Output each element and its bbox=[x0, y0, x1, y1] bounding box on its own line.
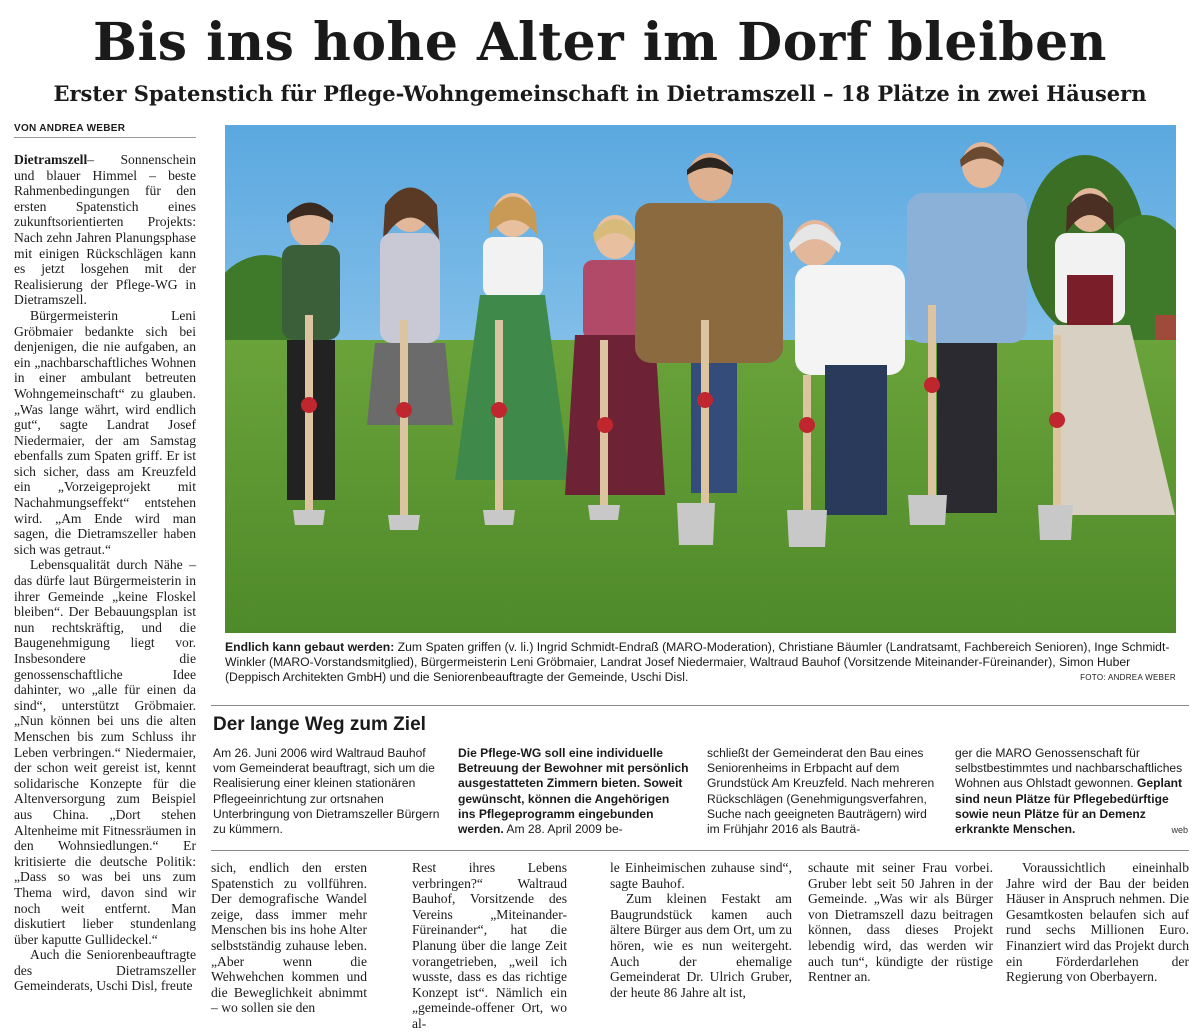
paragraph: le Einheimischen zuhause sind“, sagte Bauhof. bbox=[610, 860, 792, 891]
info-box-title: Der lange Weg zum Ziel bbox=[213, 714, 426, 735]
paragraph: Lebensqualität durch Nähe – das dürfe laut Bürgermeisterin in ihrer Gemeinde „keine Floskel bleiben“. Der Bebauungsplan ist nun rechtskräftig, und die Baugenehmigung liegt vor. Insbesondere die genossenschaftliche Idee dahinter, wo „alle für einen da sind“, unterstützt Gröbmaier. „Nun können bei uns die alten Menschen bis zum Schluss ihr Leben verbringen.“ Niedermaier, der schon weit gereist ist, kennt solidarische Konzepte für die Altenversorgung zum Beispiel aus China. „Dort stehen Altenheime mit Fitnessräumen in den Wohnsiedlungen.“ Er kritisierte die deutsche Politik: „Dass so was bei uns zum Thema wird, davon sind wir noch weit entfernt. Man diskutiert lieber stundenlang über kaputte Gullideckel.“ bbox=[14, 557, 196, 947]
article-column-1 bbox=[14, 152, 196, 994]
photo-illustration bbox=[225, 125, 1176, 633]
box-text-rest: Am 28. April 2009 be- bbox=[503, 822, 623, 837]
box-bold-text: Die Pflege-WG soll eine individuelle Betreuung der Bewohner mit persönlich ausgestatteten Zimmern bieten. Soweit gewünscht, können die Angehörigen ins Pflegeprogramm eingebunden werden. bbox=[458, 746, 689, 837]
photo-credit: FOTO: ANDREA WEBER bbox=[1080, 673, 1176, 682]
paragraph: Zum kleinen Festakt am Baugrundstück kamen auch ältere Bürger aus dem Ort, um zu hören, wie es nun weitergeht. Auch der ehemalige Gemeinderat Dr. Ulrich Gruber, der heute 86 Jahre alt ist, bbox=[610, 891, 792, 1000]
box-tag: web bbox=[1171, 825, 1188, 835]
box-text bbox=[955, 746, 1187, 837]
box-text: schließt der Gemeinderat den Bau eines Seniorenheims in Erbpacht auf dem Grundstück Am Kreuzfeld. Nach mehreren Rückschlägen (Genehmigungsverfahren, Suche nach geeigneten Bauträgern) wird im Frühjahr 2016 als Bauträ- bbox=[707, 746, 935, 837]
dateline: Dietramszell bbox=[14, 152, 88, 167]
paragraph bbox=[14, 152, 196, 308]
paragraph: Voraussichtlich eineinhalb Jahre wird der Bau der beiden Häuser in Anspruch nehmen. Die Gesamtkosten belaufen sich auf rund sechs Millionen Euro. Finanziert wird das Projekt durch ein Förderdarlehen der Regierung von Oberbayern. bbox=[1006, 860, 1189, 985]
info-box-column-1 bbox=[213, 746, 441, 837]
paragraph: Rest ihres Lebens verbringen?“ Waltraud Bauhof, Vorsitzende des Vereins „Miteinander-Füreinander“, hat die Planung über die lange Zeit vorangetrieben, „weil ich wusste, dass es das richtige Konzept ist“. Nämlich ein „gemeinde-offener Ort, wo al- bbox=[412, 860, 567, 1031]
article-column-5 bbox=[808, 860, 993, 985]
headline: Bis ins hohe Alter im Dorf bleiben bbox=[93, 12, 1107, 73]
paragraph: Auch die Seniorenbeauftragte des Dietramszeller Gemeinderats, Uschi Disl, freute bbox=[14, 947, 196, 994]
paragraph: sich, endlich den ersten Spatenstich zu vollführen. Der demografische Wandel zeige, dass immer mehr Menschen bis ins hohe Alter selbstständig zuhause leben. „Aber wenn die Wehwehchen kommen und die Beweglichkeit abnimmt – wo sollen sie den bbox=[211, 860, 367, 1016]
info-box-column-2 bbox=[458, 746, 690, 837]
box-bold-text: Geplant sind neun Plätze für Pflegebedürftige sowie neun Plätze für an Demenz erkrankte Menschen. bbox=[955, 776, 1183, 837]
subheadline: Erster Spatenstich für Pflege-Wohngemeinschaft in Dietramszell – 18 Plätze in zwei Häusern bbox=[53, 81, 1147, 106]
article-column-4 bbox=[610, 860, 792, 1000]
article-column-2 bbox=[211, 860, 367, 1016]
box-text: Am 26. Juni 2006 wird Waltraud Bauhof vom Gemeinderat beauftragt, sich um die Realisierung einer kleinen stationären Pflegeeinrichtung zur ortsnahen Unterbringung von Dietramszeller Bürgern zu kümmern. bbox=[213, 746, 440, 837]
photo-caption bbox=[225, 640, 1176, 685]
caption-text: Zum Spaten griffen (v. li.) Ingrid Schmidt-Endraß (MARO-Moderation), Christiane Bäumler (Landratsamt, Fachbereich Senioren), Inge Schmidt-Winkler (MARO-Vorstandsmitglied), Bürgermeisterin Leni Gröbmaier, Landrat Josef Niedermaier, Waltraud Bauhof (Vorsitzende Miteinander-Füreinander), Simon Huber (Deppisch Architekten GmbH) und die Seniorenbeauftragte der Gemeinde, Uschi Disl. bbox=[225, 640, 1170, 684]
article-column-6 bbox=[1006, 860, 1189, 985]
byline: VON ANDREA WEBER bbox=[14, 123, 196, 138]
article-column-3 bbox=[412, 860, 567, 1032]
paragraph: schaute mit seiner Frau vorbei. Gruber lebt seit 50 Jahren in der Gemeinde. „Was wir als Bürger von Dietramszell dazu beitragen können, dass dieses Projekt lebendig wird, das werden wir auch tun“, kündigte der rüstige Rentner an. bbox=[808, 860, 993, 985]
paragraph: Bürgermeisterin Leni Gröbmaier bedankte sich bei denjenigen, die nie aufgaben, an ein „nachbarschaftliches Wohnen in einer ambulant betreuten Wohngemeinschaft“ zu glauben. „Was lange währt, wird endlich gut“, sagte Landrat Josef Niedermaier, der am Samstag ebenfalls zum Spaten griff. Er ist sich sicher, dass am Kreuzfeld ein „Vorzeigeprojekt mit Nachahmungseffekt“ entstehen wird. „Am Ende wird man sagen, die Dietramszeller haben sich was getraut.“ bbox=[14, 307, 196, 557]
caption-lead: Endlich kann gebaut werden: bbox=[225, 640, 395, 654]
group-photo bbox=[225, 125, 1176, 633]
info-box-column-4 bbox=[955, 746, 1187, 837]
box-text bbox=[458, 746, 690, 837]
box-plain-text: ger die MARO Genossenschaft für selbstbestimmtes und nachbarschaftliches Wohnen aus Ohlstadt gewonnen. bbox=[955, 746, 1183, 791]
paragraph-text: – Sonnenschein und blauer Himmel – beste Rahmenbedingungen für den ersten Spatenstich eines zukunftsorientierten Projekts: Nach zehn Jahren Planungsphase mit einigen Rückschlägen kann es jetzt losgehen mit der Realisierung der Pflege-WG in Dietramszell. bbox=[14, 152, 196, 308]
info-box-column-3 bbox=[707, 746, 939, 837]
